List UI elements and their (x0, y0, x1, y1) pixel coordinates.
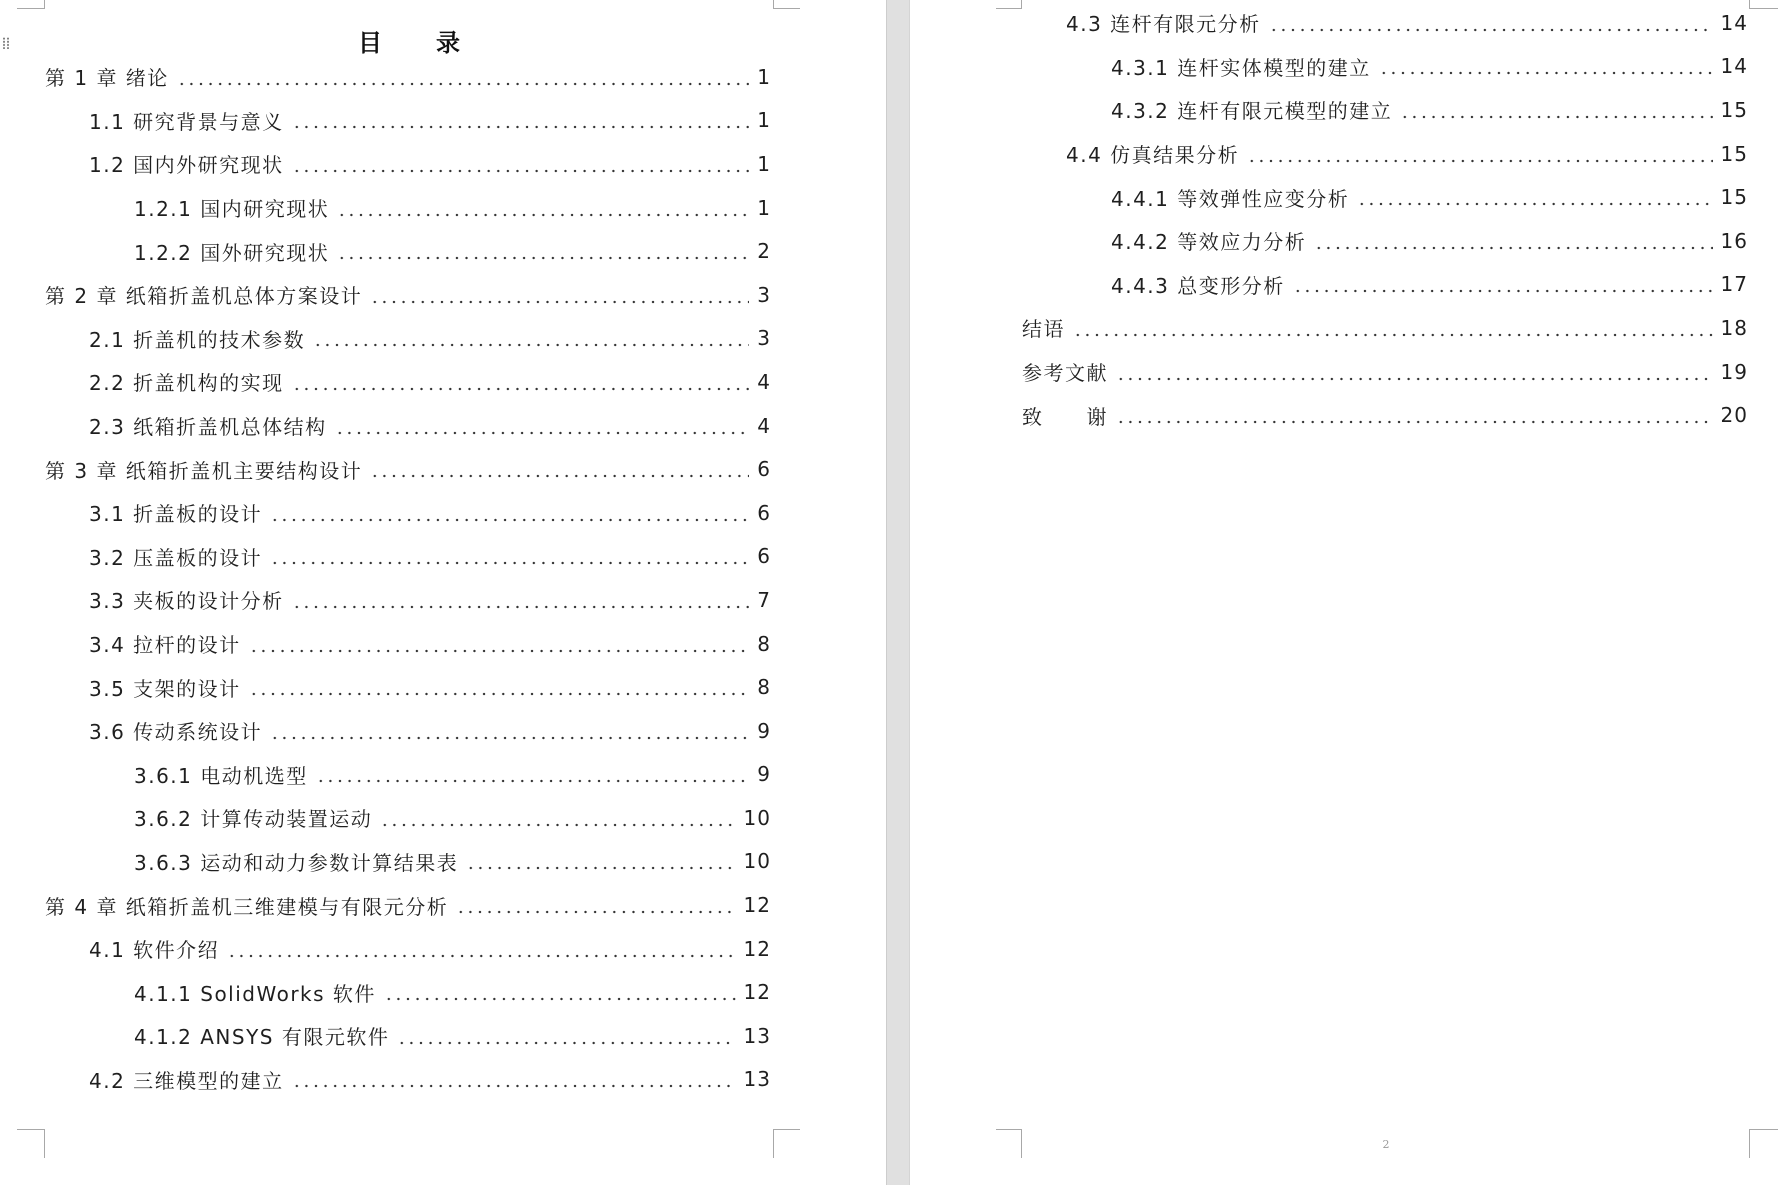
toc-entry-label: 4.4.2 等效应力分析 (1111, 230, 1307, 255)
toc-entry-page-number: 16 (1720, 228, 1748, 253)
toc-leader-dots (337, 213, 749, 217)
toc-leader-dots (370, 474, 749, 478)
toc-entry-label: 第 3 章 纸箱折盖机主要结构设计 (45, 458, 363, 483)
toc-entry-page-number: 8 (757, 675, 771, 700)
toc-entry-page-number: 1 (757, 64, 771, 89)
toc-leader-dots (1116, 377, 1713, 381)
toc-leader-dots (337, 256, 749, 260)
toc-leader-dots (384, 997, 736, 1001)
toc-entry-page-number: 20 (1720, 403, 1748, 428)
toc-entry-label: 3.3 夹板的设计分析 (89, 589, 284, 614)
toc-leader-dots (1073, 333, 1713, 337)
toc-entry-label: 1.2.1 国内研究现状 (134, 197, 330, 222)
toc-entry-page-number: 12 (743, 936, 771, 961)
toc-entry[interactable] (1022, 306, 1748, 350)
toc-leader-dots (1293, 289, 1713, 293)
toc-entry-label: 4.4.1 等效弹性应变分析 (1111, 186, 1350, 211)
toc-leader-dots (380, 823, 735, 827)
toc-leader-dots (270, 561, 749, 565)
toc-entry-label: 2.2 折盖机构的实现 (89, 371, 284, 396)
toc-entry-label: 3.4 拉杆的设计 (89, 633, 241, 658)
toc-entry-label: 4.2 三维模型的建立 (89, 1068, 284, 1093)
document-page-right[interactable] (910, 0, 1781, 1185)
toc-leader-dots (1400, 115, 1712, 119)
toc-entry-page-number: 12 (743, 893, 771, 918)
toc-entry-page-number: 17 (1720, 272, 1748, 297)
toc-leader-dots (313, 343, 749, 347)
toc-entry-page-number: 9 (757, 718, 771, 743)
toc-entry[interactable] (45, 447, 771, 491)
crop-mark-top-right (773, 0, 800, 9)
toc-entry[interactable] (45, 883, 771, 927)
toc-entry-label: 第 1 章 绪论 (45, 66, 169, 91)
toc-entry[interactable] (1022, 350, 1748, 394)
move-handle-icon[interactable] (2, 37, 10, 49)
toc-entry[interactable] (1022, 263, 1748, 307)
toc-entry-page-number: 19 (1720, 359, 1748, 384)
toc-entry[interactable] (45, 317, 771, 361)
toc-entry-label: 2.1 折盖机的技术参数 (89, 327, 306, 352)
toc-entry[interactable] (45, 709, 771, 753)
toc-entry[interactable] (1022, 219, 1748, 263)
toc-leader-dots (270, 736, 749, 740)
crop-mark-top-right (1749, 0, 1778, 9)
toc-entry[interactable] (45, 840, 771, 884)
toc-entry-label: 1.1 研究背景与意义 (89, 109, 284, 134)
toc-entry-label: 4.1 软件介绍 (89, 938, 220, 963)
toc-leader-dots (1314, 246, 1712, 250)
toc-entry[interactable] (1022, 1, 1748, 45)
toc-leader-dots (292, 125, 750, 129)
toc-leader-dots (292, 605, 750, 609)
toc-leader-dots (292, 387, 750, 391)
toc-entry-label: 4.1.2 ANSYS 有限元软件 (134, 1025, 390, 1050)
toc-entry-page-number: 10 (743, 805, 771, 830)
toc-leader-dots (335, 431, 750, 435)
toc-entry-page-number: 15 (1720, 185, 1748, 210)
crop-mark-bottom-left (996, 1129, 1022, 1158)
toc-entry-label: 4.3.2 连杆有限元模型的建立 (1111, 99, 1393, 124)
table-of-contents-continued (1022, 1, 1748, 437)
toc-entry-label: 第 2 章 纸箱折盖机总体方案设计 (45, 284, 363, 309)
toc-entry-label: 3.1 折盖板的设计 (89, 502, 263, 527)
toc-entry-label: 第 4 章 纸箱折盖机三维建模与有限元分析 (45, 894, 449, 919)
toc-entry-page-number: 1 (757, 195, 771, 220)
toc-leader-dots (292, 1084, 736, 1088)
crop-mark-bottom-left (17, 1129, 45, 1158)
document-page-left[interactable] (0, 0, 886, 1185)
toc-entry-page-number: 6 (757, 457, 771, 482)
toc-leader-dots (292, 169, 750, 173)
toc-entry[interactable] (45, 665, 771, 709)
toc-entry-page-number: 7 (757, 587, 771, 612)
toc-entry-page-number: 13 (743, 1023, 771, 1048)
toc-leader-dots (1247, 159, 1712, 163)
toc-entry[interactable] (45, 753, 771, 797)
toc-entry[interactable] (45, 1014, 771, 1058)
toc-entry-label: 4.1.1 SolidWorks 软件 (134, 981, 376, 1006)
toc-entry-page-number: 8 (757, 631, 771, 656)
toc-entry[interactable] (45, 229, 771, 273)
toc-entry-page-number: 14 (1720, 54, 1748, 79)
toc-entry-page-number: 4 (757, 413, 771, 438)
toc-entry-label: 2.3 纸箱折盖机总体结构 (89, 415, 327, 440)
toc-entry[interactable] (45, 360, 771, 404)
toc-entry-label: 4.4.3 总变形分析 (1111, 273, 1285, 298)
toc-entry-page-number: 6 (757, 500, 771, 525)
toc-entry-label: 4.3.1 连杆实体模型的建立 (1111, 55, 1371, 80)
toc-leader-dots (397, 1041, 735, 1045)
toc-entry[interactable] (45, 186, 771, 230)
toc-entry[interactable] (45, 622, 771, 666)
toc-leader-dots (456, 910, 735, 914)
toc-entry-page-number: 1 (757, 108, 771, 133)
toc-entry-page-number: 6 (757, 544, 771, 569)
toc-entry-page-number: 12 (743, 980, 771, 1005)
toc-entry[interactable] (45, 578, 771, 622)
toc-leader-dots (177, 82, 749, 86)
crop-mark-top-left (996, 0, 1022, 9)
toc-entry-page-number: 1 (757, 151, 771, 176)
toc-entry-page-number: 2 (757, 239, 771, 264)
toc-entry-page-number: 9 (757, 762, 771, 787)
toc-leader-dots (1357, 202, 1712, 206)
toc-entry[interactable] (45, 796, 771, 840)
toc-leader-dots (227, 954, 735, 958)
toc-entry[interactable] (1022, 393, 1748, 437)
toc-entry-label: 3.6.2 计算传动装置运动 (134, 807, 373, 832)
toc-entry-label: 1.2.2 国外研究现状 (134, 240, 330, 265)
toc-entry-page-number: 15 (1720, 97, 1748, 122)
toc-title: 目 录 (358, 29, 462, 57)
crop-mark-bottom-right (1749, 1129, 1778, 1158)
toc-leader-dots (1116, 420, 1713, 424)
toc-leader-dots (370, 300, 749, 304)
toc-entry-page-number: 3 (757, 282, 771, 307)
footer-page-number: 2 (1382, 1138, 1390, 1151)
toc-entry-label: 结语 (1022, 317, 1065, 342)
toc-entry[interactable] (45, 970, 771, 1014)
toc-entry[interactable] (45, 535, 771, 579)
toc-entry-label: 致 谢 (1022, 404, 1108, 429)
toc-entry-label: 3.6.1 电动机选型 (134, 763, 308, 788)
toc-leader-dots (316, 779, 750, 783)
toc-entry[interactable] (45, 273, 771, 317)
toc-entry-label: 3.6.3 运动和动力参数计算结果表 (134, 850, 459, 875)
toc-entry-label: 4.3 连杆有限元分析 (1066, 12, 1261, 37)
crop-mark-top-left (17, 0, 45, 9)
toc-entry[interactable] (45, 142, 771, 186)
toc-leader-dots (466, 866, 735, 870)
toc-entry[interactable] (1022, 45, 1748, 89)
toc-entry[interactable] (1022, 175, 1748, 219)
toc-entry-page-number: 14 (1720, 10, 1748, 35)
toc-entry-label: 1.2 国内外研究现状 (89, 153, 284, 178)
page-gutter (886, 0, 910, 1185)
toc-entry[interactable] (45, 927, 771, 971)
toc-entry-page-number: 4 (757, 369, 771, 394)
toc-entry[interactable] (1022, 88, 1748, 132)
toc-entry[interactable] (45, 55, 771, 99)
toc-entry-page-number: 15 (1720, 141, 1748, 166)
table-of-contents (45, 55, 771, 1101)
toc-entry-label: 3.5 支架的设计 (89, 676, 241, 701)
crop-mark-bottom-right (773, 1129, 800, 1158)
toc-leader-dots (270, 518, 749, 522)
toc-entry-page-number: 3 (757, 326, 771, 351)
toc-leader-dots (249, 692, 750, 696)
toc-entry[interactable] (45, 99, 771, 143)
toc-entry-page-number: 10 (743, 849, 771, 874)
toc-entry-page-number: 18 (1720, 315, 1748, 340)
toc-entry-page-number: 13 (743, 1067, 771, 1092)
toc-entry[interactable] (45, 491, 771, 535)
toc-leader-dots (249, 649, 750, 653)
toc-entry[interactable] (45, 1058, 771, 1102)
toc-entry-label: 3.6 传动系统设计 (89, 720, 263, 745)
toc-entry-label: 3.2 压盖板的设计 (89, 545, 263, 570)
toc-leader-dots (1379, 71, 1713, 75)
toc-entry[interactable] (1022, 132, 1748, 176)
toc-entry[interactable] (45, 404, 771, 448)
toc-entry-label: 4.4 仿真结果分析 (1066, 143, 1240, 168)
toc-leader-dots (1269, 28, 1713, 32)
toc-entry-label: 参考文献 (1022, 361, 1108, 386)
